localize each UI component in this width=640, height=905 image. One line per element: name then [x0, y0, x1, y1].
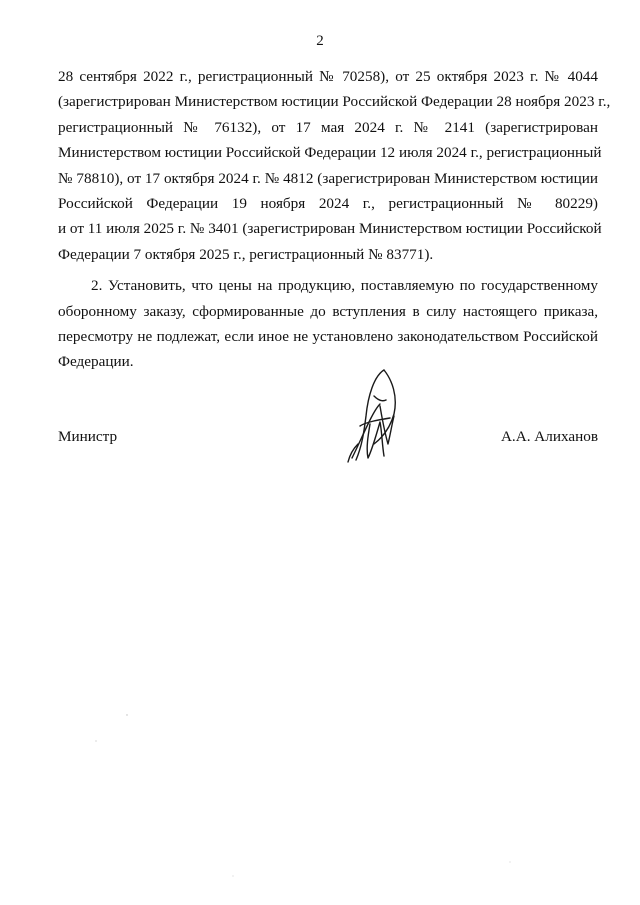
- paragraph-2-line: Федерации.: [58, 353, 134, 371]
- paragraph-1-line: Федерации 7 октября 2025 г., регистрационный № 83771).: [58, 245, 434, 263]
- paragraph-1-line: регистрационный № 76132), от 17 мая 2024 г. № 2141 (зарегистрирован: [58, 118, 598, 136]
- paragraph-2-line: пересмотру не подлежат, если иное не установлено законодательством Российской: [58, 328, 598, 346]
- paragraph-1-line: Российской Федерации 19 ноября 2024 г., регистрационный № 80229): [58, 195, 598, 213]
- paragraph-1-line: (зарегистрирован Министерством юстиции Российской Федерации 28 ноября 2023 г.,: [58, 93, 611, 111]
- handwritten-signature: [344, 366, 408, 466]
- paragraph-1-line: № 78810), от 17 октября 2024 г. № 4812 (зарегистрирован Министерством юстиции: [58, 169, 598, 187]
- document-body: [58, 64, 611, 375]
- paragraph-2-line: оборонному заказу, сформированные до вступления в силу настоящего приказа,: [58, 302, 598, 320]
- signatory-name: А.А. Алиханов: [500, 428, 598, 445]
- paragraph-1-line: 28 сентября 2022 г., регистрационный № 70258), от 25 октября 2023 г. № 4044: [58, 68, 598, 85]
- paragraph-2: [58, 273, 598, 375]
- paragraph-2-line: 2. Установить, что цены на продукцию, поставляемую по государственному: [91, 277, 598, 295]
- paragraph-1: [58, 64, 611, 267]
- page-number: 2: [316, 33, 324, 49]
- paragraph-1-line: Министерством юстиции Российской Федерации 12 июля 2024 г., регистрационный: [58, 144, 602, 162]
- paragraph-1-line: и от 11 июля 2025 г. № 3401 (зарегистрирован Министерством юстиции Российской: [58, 220, 602, 238]
- signatory-title: Министр: [58, 428, 118, 445]
